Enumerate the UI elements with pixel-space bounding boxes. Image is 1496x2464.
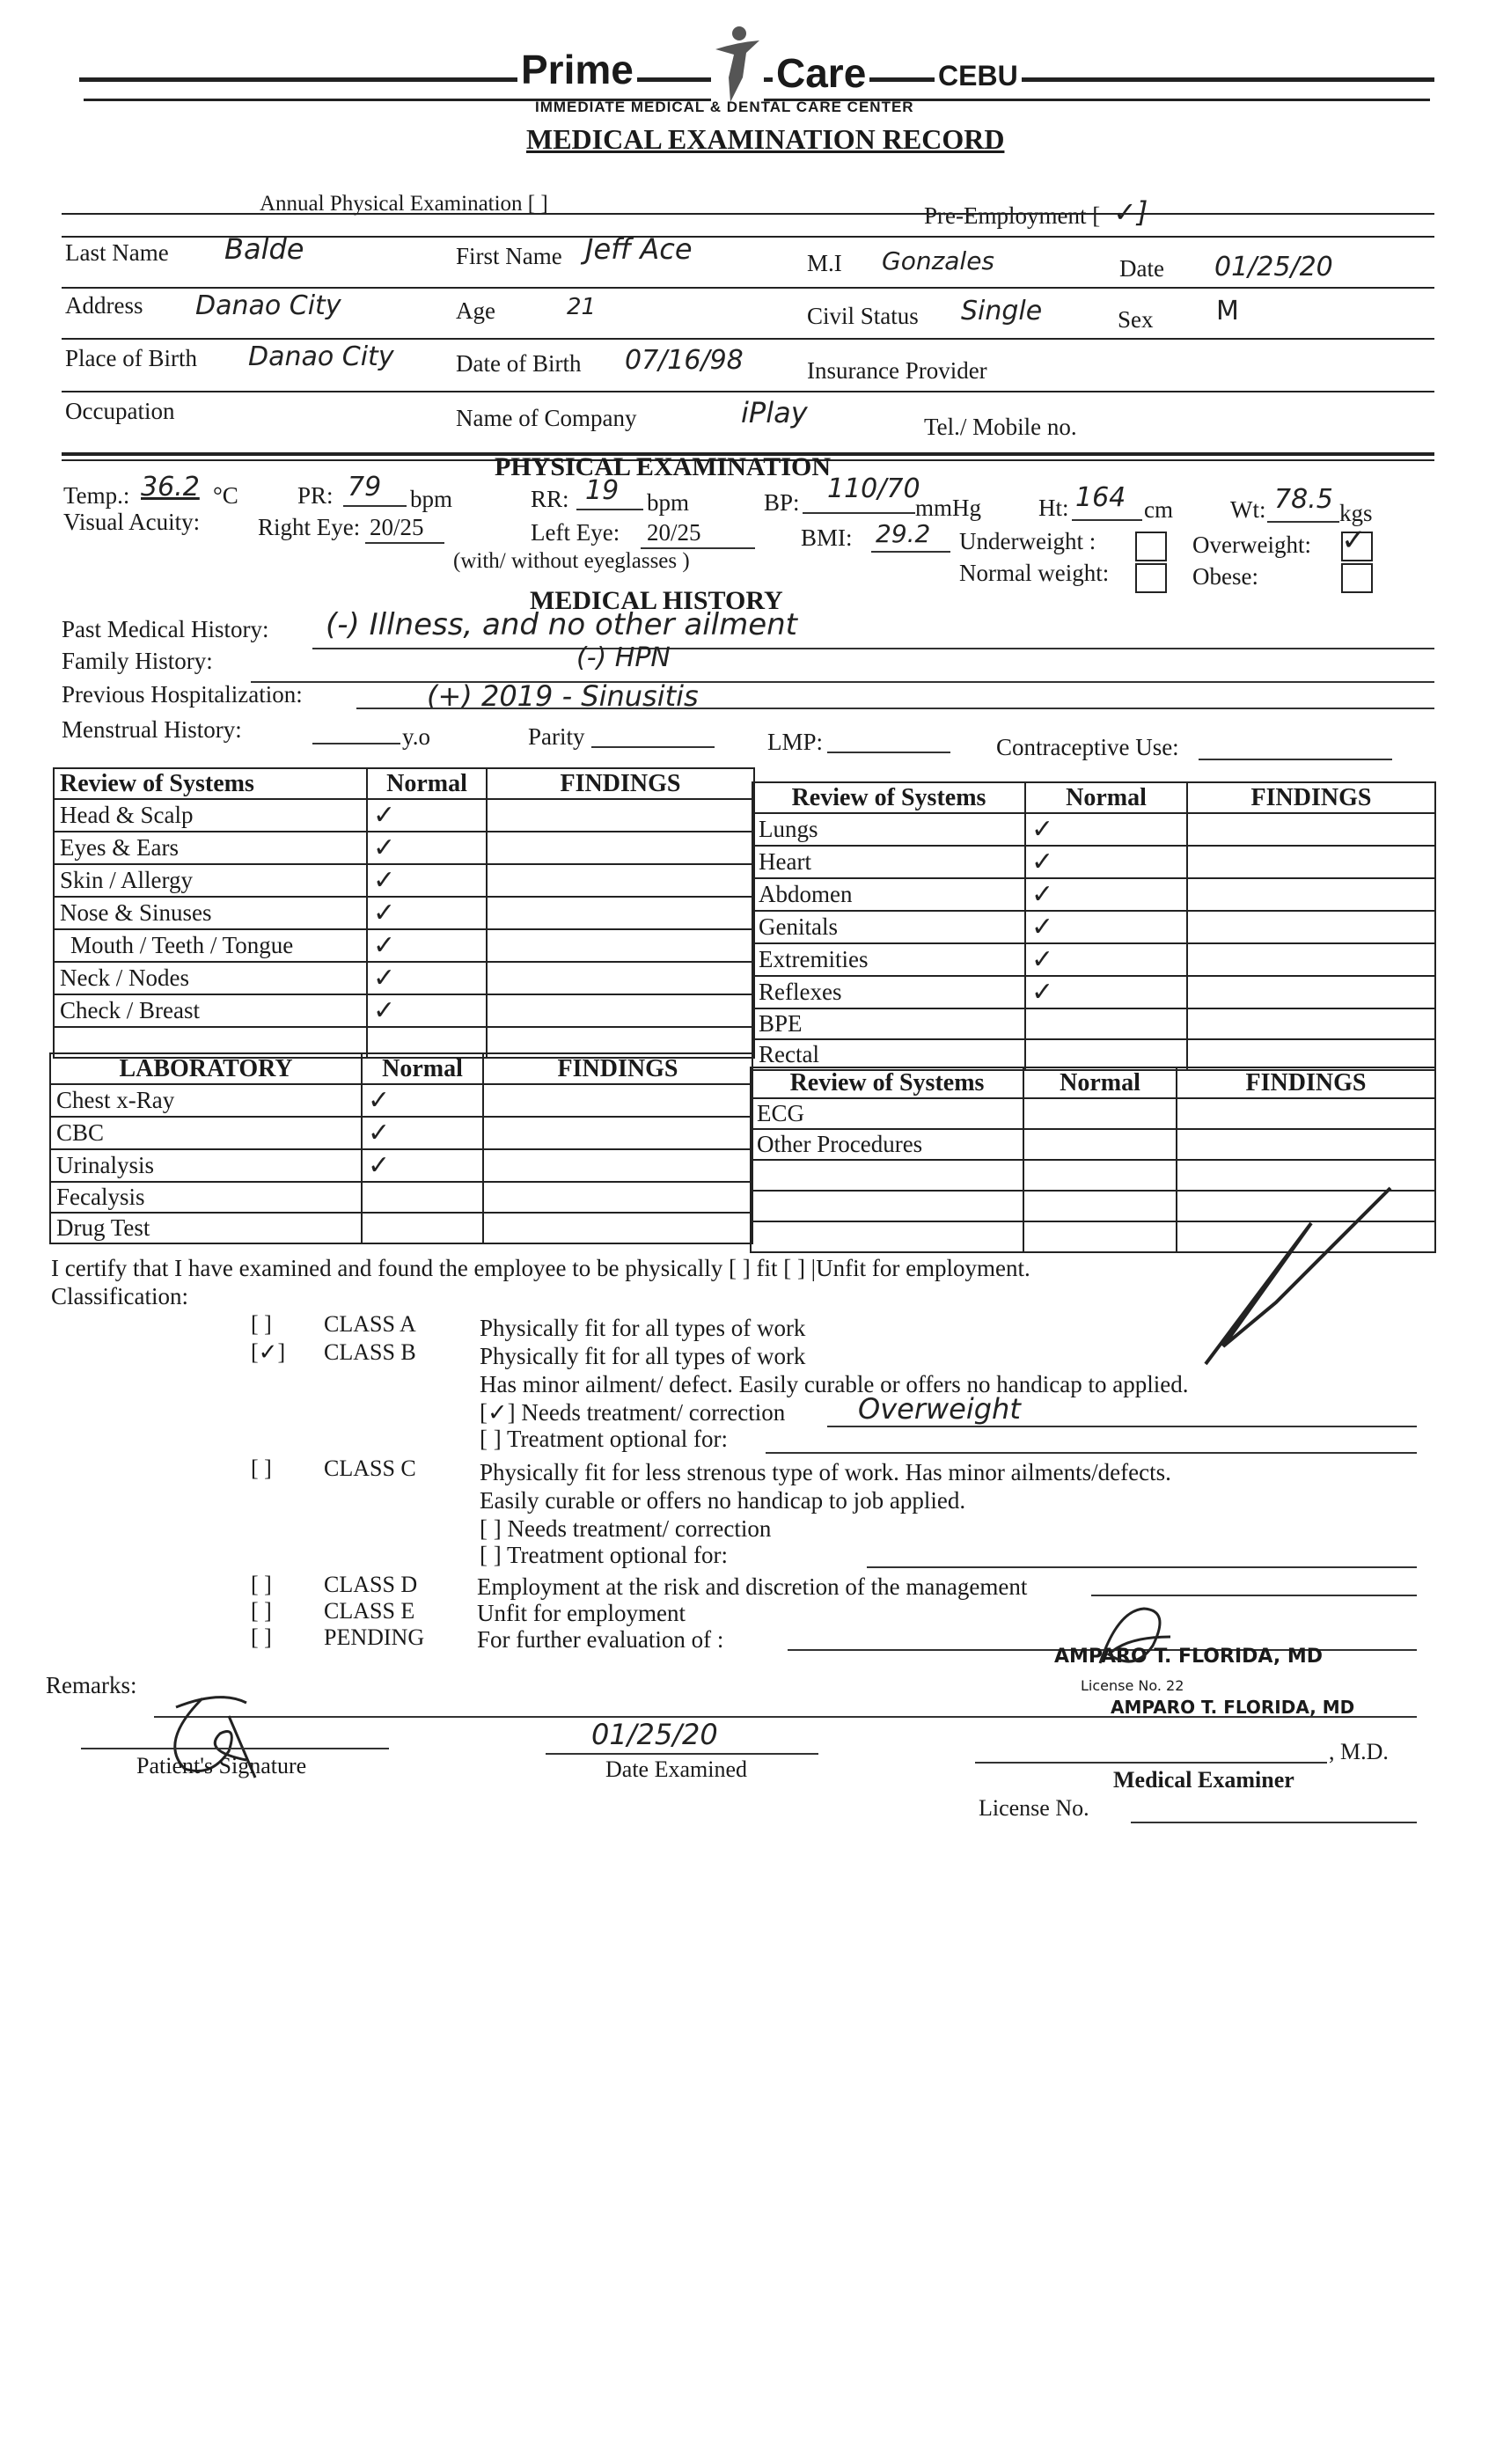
table-row xyxy=(50,1117,752,1149)
last-name-label: Last Name xyxy=(65,239,169,266)
ros-right-findings[interactable] xyxy=(1187,813,1435,846)
pr-line xyxy=(343,505,407,507)
lab-right-label xyxy=(751,1191,1023,1221)
bp-line xyxy=(803,512,915,514)
doctor-stamp-name-1: AMPARO T. FLORIDA, MD xyxy=(1054,1646,1323,1668)
lab-right-findings[interactable] xyxy=(1177,1129,1435,1160)
class-d-line xyxy=(1091,1595,1417,1596)
lab-left-normal[interactable]: ✓ xyxy=(362,1149,483,1182)
civil-status-label: Civil Status xyxy=(807,303,919,329)
first-name-value: Jeff Ace xyxy=(585,232,693,266)
ros-right-findings[interactable] xyxy=(1187,1008,1435,1039)
ros-right-label: Rectal xyxy=(752,1039,1025,1070)
lmp-line xyxy=(827,752,950,753)
sex-value: M xyxy=(1216,296,1239,326)
wt-unit: kgs xyxy=(1339,500,1373,526)
overweight-check-mark: ✓ xyxy=(1341,523,1367,558)
pending-desc: For further evaluation of : xyxy=(477,1626,724,1653)
ros-left-header-findings: FINDINGS xyxy=(487,768,754,799)
ros-right-label: Genitals xyxy=(752,911,1025,943)
class-b-needs-treatment-value: Overweight xyxy=(858,1392,1021,1426)
patient-signature-line xyxy=(81,1748,389,1749)
lab-left-normal[interactable] xyxy=(362,1213,483,1243)
ros-left-findings[interactable] xyxy=(487,864,754,897)
table-row xyxy=(751,1129,1435,1160)
ros-right-normal[interactable] xyxy=(1025,1008,1187,1039)
header xyxy=(0,0,1496,167)
lab-right-findings[interactable] xyxy=(1177,1098,1435,1129)
preemployment-label: Pre-Employment [ xyxy=(924,202,1101,229)
past-medical-history-value: (-) Illness, and no other ailment xyxy=(326,607,797,642)
exam-type-rule xyxy=(62,213,1434,215)
ros-right-label: Lungs xyxy=(752,813,1025,846)
lab-left-normal[interactable]: ✓ xyxy=(362,1084,483,1117)
normal-weight-label: Normal weight: xyxy=(959,560,1110,586)
age-label: Age xyxy=(456,297,495,324)
class-d-box[interactable]: [ ] xyxy=(251,1572,272,1597)
ros-left-normal[interactable]: ✓ xyxy=(367,799,487,832)
contraceptive-line xyxy=(1199,759,1392,760)
ros-left-findings[interactable] xyxy=(487,799,754,832)
lab-left-normal[interactable]: ✓ xyxy=(362,1117,483,1149)
underweight-label: Underweight : xyxy=(959,528,1096,554)
doctor-signature xyxy=(1082,1602,1188,1681)
ros-left-findings[interactable] xyxy=(487,832,754,864)
page-title: MEDICAL EXAMINATION RECORD xyxy=(526,123,1005,155)
ros-left-normal[interactable]: ✓ xyxy=(367,897,487,929)
lab-left-label: CBC xyxy=(50,1117,362,1149)
class-d-desc: Employment at the risk and discretion of the management xyxy=(477,1573,1028,1600)
menstrual-line xyxy=(312,743,400,744)
brand-right: Care xyxy=(773,49,869,97)
bp-unit: mmHg xyxy=(915,495,982,521)
table-row xyxy=(54,799,754,832)
lmp-label: LMP: xyxy=(767,729,824,755)
date-examined-label: Date Examined xyxy=(605,1756,747,1782)
license-line xyxy=(1131,1822,1417,1823)
family-history-value: (-) HPN xyxy=(576,642,671,673)
pob-label: Place of Birth xyxy=(65,345,197,371)
table-row xyxy=(54,832,754,864)
lab-left-label: Urinalysis xyxy=(50,1149,362,1182)
class-c-box[interactable]: [ ] xyxy=(251,1456,272,1481)
class-c-desc-2: Easily curable or offers no handicap to job applied. xyxy=(480,1487,966,1514)
pr-value: 79 xyxy=(348,472,382,502)
ros-right-label: Extremities xyxy=(752,943,1025,976)
class-c-treatment-optional[interactable]: [ ] Treatment optional for: xyxy=(480,1542,728,1568)
ros-left-label: Neck / Nodes xyxy=(54,962,367,994)
table-row xyxy=(50,1084,752,1117)
parity-label: Parity xyxy=(528,723,585,750)
ros-right-normal[interactable]: ✓ xyxy=(1025,813,1187,846)
medical-history-heading: MEDICAL HISTORY xyxy=(530,586,783,615)
medical-examiner-label: Medical Examiner xyxy=(1113,1767,1294,1793)
company-value: iPlay xyxy=(741,396,808,429)
overweight-label: Overweight: xyxy=(1192,532,1311,558)
license-label: License No. xyxy=(979,1795,1089,1821)
rr-label: RR: xyxy=(531,486,569,512)
lab-right-normal[interactable] xyxy=(1023,1160,1177,1191)
table-row xyxy=(752,911,1435,943)
lab-left-findings[interactable] xyxy=(483,1149,752,1182)
previous-hospitalization-line xyxy=(356,708,1434,709)
class-c-label: CLASS C xyxy=(324,1456,416,1481)
lab-right-header-system: Review of Systems xyxy=(751,1067,1023,1098)
patient-signature-label: Patient's Signature xyxy=(136,1753,307,1778)
ht-label: Ht: xyxy=(1038,495,1069,521)
visual-acuity-label: Visual Acuity: xyxy=(63,509,201,535)
class-a-label: CLASS A xyxy=(324,1311,416,1337)
temp-label: Temp.: xyxy=(63,482,130,509)
table-row xyxy=(752,813,1435,846)
right-eye-value: 20/25 xyxy=(370,514,424,540)
lab-right-label xyxy=(751,1160,1023,1191)
ht-value: 164 xyxy=(1075,482,1126,513)
class-c-needs-treatment[interactable]: [ ] Needs treatment/ correction xyxy=(480,1515,772,1542)
class-e-label: CLASS E xyxy=(324,1598,415,1624)
left-eye-value: 20/25 xyxy=(647,519,701,546)
lab-left-findings[interactable] xyxy=(483,1117,752,1149)
brand-city: CEBU xyxy=(935,60,1022,92)
table-row xyxy=(752,846,1435,878)
class-b-needs-line xyxy=(827,1426,1417,1427)
table-row xyxy=(54,962,754,994)
age-value: 21 xyxy=(567,294,597,320)
ros-right-table xyxy=(752,781,1436,1071)
ht-line xyxy=(1072,519,1142,521)
lab-left-header-normal: Normal xyxy=(362,1053,483,1084)
row2-rule xyxy=(62,338,1434,340)
company-label: Name of Company xyxy=(456,405,637,431)
dob-label: Date of Birth xyxy=(456,350,582,377)
bp-label: BP: xyxy=(764,489,800,516)
ros-left-findings[interactable] xyxy=(487,897,754,929)
annual-exam-label: Annual Physical Examination [ ] xyxy=(260,192,548,216)
class-a-desc: Physically fit for all types of work xyxy=(480,1315,806,1341)
underweight-checkbox[interactable] xyxy=(1135,532,1167,561)
table-row xyxy=(752,1039,1435,1070)
rr-unit: bpm xyxy=(647,489,690,516)
lab-left-findings[interactable] xyxy=(483,1182,752,1213)
table-row xyxy=(54,864,754,897)
table-header-row xyxy=(50,1053,752,1084)
date-examined-value: 01/25/20 xyxy=(591,1718,718,1751)
certification-statement: I certify that I have examined and found the employee to be physically [ ] fit [ ] |Unfit for employment. xyxy=(51,1255,1030,1281)
pending-label: PENDING xyxy=(324,1624,425,1650)
rr-value: 19 xyxy=(585,475,620,506)
table-row xyxy=(752,878,1435,911)
wt-label: Wt: xyxy=(1230,496,1266,523)
table-row xyxy=(752,1008,1435,1039)
ht-unit: cm xyxy=(1144,496,1173,523)
lab-right-header-findings: FINDINGS xyxy=(1177,1067,1435,1098)
class-e-desc: Unfit for employment xyxy=(477,1600,686,1626)
table-row xyxy=(54,994,754,1027)
ros-left-findings[interactable] xyxy=(487,929,754,962)
ros-left-label: Nose & Sinuses xyxy=(54,897,367,929)
doctor-stamp-license: License No. 22 xyxy=(1081,1677,1184,1694)
insurance-label: Insurance Provider xyxy=(807,357,987,384)
family-history-label: Family History: xyxy=(62,648,213,674)
sex-label: Sex xyxy=(1118,306,1154,333)
lab-left-label: Drug Test xyxy=(50,1213,362,1243)
pending-box[interactable]: [ ] xyxy=(251,1624,272,1650)
table-row xyxy=(752,976,1435,1008)
patient-info xyxy=(0,229,1496,440)
last-name-value: Balde xyxy=(224,232,304,266)
ros-left-table xyxy=(53,767,755,1059)
class-a-box[interactable]: [ ] xyxy=(251,1311,272,1337)
ros-right-findings[interactable] xyxy=(1187,878,1435,911)
parity-line xyxy=(591,746,715,748)
class-c-optional-line xyxy=(867,1566,1417,1568)
examiner-line xyxy=(975,1762,1327,1764)
ros-right-header-findings: FINDINGS xyxy=(1187,782,1435,813)
class-d-label: CLASS D xyxy=(324,1572,418,1597)
mi-label: M.I xyxy=(807,250,842,276)
lab-right-normal[interactable] xyxy=(1023,1098,1177,1129)
past-medical-history-label: Past Medical History: xyxy=(62,616,269,642)
lab-left-normal[interactable] xyxy=(362,1182,483,1213)
ros-right-label: Abdomen xyxy=(752,878,1025,911)
table-row xyxy=(54,929,754,962)
wt-value: 78.5 xyxy=(1274,484,1333,515)
ros-right-normal[interactable]: ✓ xyxy=(1025,846,1187,878)
classification-list xyxy=(0,1311,1496,1672)
lab-left-label: Chest x-Ray xyxy=(50,1084,362,1117)
date-label: Date xyxy=(1119,255,1164,282)
ros-right-findings[interactable] xyxy=(1187,943,1435,976)
table-row xyxy=(50,1213,752,1243)
table-row xyxy=(752,943,1435,976)
table-row xyxy=(751,1098,1435,1129)
ros-right-label: Heart xyxy=(752,846,1025,878)
left-eye-label: Left Eye: xyxy=(531,519,620,546)
ros-left-findings[interactable] xyxy=(487,994,754,1027)
class-b-box[interactable]: [✓] xyxy=(251,1339,286,1365)
menstrual-history-label: Menstrual History: xyxy=(62,716,242,743)
lab-right-normal[interactable] xyxy=(1023,1221,1177,1252)
lab-left-table xyxy=(49,1052,753,1244)
pr-unit: bpm xyxy=(410,486,453,512)
ros-right-findings[interactable] xyxy=(1187,846,1435,878)
brand-subtitle: IMMEDIATE MEDICAL & DENTAL CARE CENTER xyxy=(535,99,914,115)
physical-exam-heading: PHYSICAL EXAMINATION xyxy=(495,452,831,481)
ros-left-label: Head & Scalp xyxy=(54,799,367,832)
ros-right-normal[interactable] xyxy=(1025,1039,1187,1070)
previous-hospitalization-label: Previous Hospitalization: xyxy=(62,681,303,708)
lab-right-normal[interactable] xyxy=(1023,1129,1177,1160)
remarks-label: Remarks: xyxy=(46,1672,137,1698)
lab-left-label: Fecalysis xyxy=(50,1182,362,1213)
table-row xyxy=(50,1182,752,1213)
address-value: Danao City xyxy=(195,290,341,321)
brand-logo-figure-icon xyxy=(711,25,764,104)
normal-weight-checkbox[interactable] xyxy=(1135,563,1167,593)
right-eye-line xyxy=(365,542,444,544)
eyeglasses-note: (with/ without eyeglasses ) xyxy=(453,549,690,573)
ros-left-label: Eyes & Ears xyxy=(54,832,367,864)
wt-line xyxy=(1267,521,1339,523)
date-examined-line xyxy=(546,1753,818,1755)
lab-right-header-normal: Normal xyxy=(1023,1067,1177,1098)
preemployment-check: ✓] xyxy=(1113,195,1148,229)
right-eye-label: Right Eye: xyxy=(258,514,361,540)
ros-right-normal[interactable]: ✓ xyxy=(1025,911,1187,943)
address-label: Address xyxy=(65,292,143,319)
ros-right-header-system: Review of Systems xyxy=(752,782,1025,813)
doctor-stamp-name-2: AMPARO T. FLORIDA, MD xyxy=(1111,1697,1355,1718)
bp-value: 110/70 xyxy=(827,473,920,504)
past-medical-history-line xyxy=(312,648,1434,649)
previous-hospitalization-value: (+) 2019 - Sinusitis xyxy=(427,679,699,713)
bmi-line xyxy=(871,551,950,553)
table-row xyxy=(50,1149,752,1182)
class-b-optional-line xyxy=(766,1452,1417,1454)
obese-checkbox[interactable] xyxy=(1341,563,1373,593)
contraceptive-label: Contraceptive Use: xyxy=(996,734,1179,760)
lab-right-normal[interactable] xyxy=(1023,1191,1177,1221)
ros-right-header-normal: Normal xyxy=(1025,782,1187,813)
ros-left-normal[interactable]: ✓ xyxy=(367,962,487,994)
ros-left-normal[interactable]: ✓ xyxy=(367,994,487,1027)
ros-right-findings[interactable] xyxy=(1187,976,1435,1008)
ros-right-normal[interactable]: ✓ xyxy=(1025,878,1187,911)
temp-value: 36.2 xyxy=(141,472,200,502)
ros-left-label: Skin / Allergy xyxy=(54,864,367,897)
ros-right-findings[interactable] xyxy=(1187,911,1435,943)
table-header-row xyxy=(54,768,754,799)
ros-right-label: Reflexes xyxy=(752,976,1025,1008)
pob-value: Danao City xyxy=(248,341,394,372)
classification-label: Classification: xyxy=(51,1283,188,1309)
ros-left-normal[interactable]: ✓ xyxy=(367,864,487,897)
bmi-value: 29.2 xyxy=(876,519,931,548)
lab-left-header-findings: FINDINGS xyxy=(483,1053,752,1084)
ros-left-label: Check / Breast xyxy=(54,994,367,1027)
class-b-needs-treatment[interactable]: [✓] Needs treatment/ correction xyxy=(480,1399,786,1426)
ros-right-normal[interactable]: ✓ xyxy=(1025,976,1187,1008)
row1-rule xyxy=(62,287,1434,289)
row3-rule xyxy=(62,391,1434,392)
menstrual-unit: y.o xyxy=(402,723,430,750)
md-suffix: , M.D. xyxy=(1329,1739,1389,1764)
class-b-label: CLASS B xyxy=(324,1339,416,1365)
ros-right-normal[interactable]: ✓ xyxy=(1025,943,1187,976)
pr-label: PR: xyxy=(297,482,334,509)
first-name-label: First Name xyxy=(456,243,562,269)
class-e-box[interactable]: [ ] xyxy=(251,1598,272,1624)
mi-value: Gonzales xyxy=(882,246,995,275)
ros-left-normal[interactable]: ✓ xyxy=(367,832,487,864)
lab-left-findings[interactable] xyxy=(483,1084,752,1117)
table-row xyxy=(54,897,754,929)
brand-left: Prime xyxy=(517,46,637,93)
ros-left-header-system: Review of Systems xyxy=(54,768,367,799)
ros-left-normal[interactable]: ✓ xyxy=(367,929,487,962)
ros-left-label: Mouth / Teeth / Tongue xyxy=(54,929,367,962)
dob-value: 07/16/98 xyxy=(625,345,744,376)
ros-left-header-normal: Normal xyxy=(367,768,487,799)
class-c-desc-1: Physically fit for less strenous type of work. Has minor ailments/defects. xyxy=(480,1459,1171,1485)
civil-status-value: Single xyxy=(961,296,1043,326)
ros-right-label: BPE xyxy=(752,1008,1025,1039)
rr-line xyxy=(576,509,643,510)
ros-left-findings[interactable] xyxy=(487,962,754,994)
date-value: 01/25/20 xyxy=(1214,252,1333,282)
lab-right-label: ECG xyxy=(751,1098,1023,1129)
lab-right-label: Other Procedures xyxy=(751,1129,1023,1160)
temp-unit: °C xyxy=(213,482,238,509)
class-b-desc-1: Physically fit for all types of work xyxy=(480,1343,806,1369)
table-header-row xyxy=(751,1067,1435,1098)
occupation-label: Occupation xyxy=(65,398,175,424)
class-b-treatment-optional[interactable]: [ ] Treatment optional for: xyxy=(480,1426,728,1452)
ros-right-findings[interactable] xyxy=(1187,1039,1435,1070)
class-b-desc-2: Has minor ailment/ defect. Easily curable or offers no handicap to applied. xyxy=(480,1371,1189,1397)
table-header-row xyxy=(752,782,1435,813)
lab-left-header-laboratory: LABORATORY xyxy=(50,1053,362,1084)
lab-right-label xyxy=(751,1221,1023,1252)
obese-label: Obese: xyxy=(1192,563,1258,590)
lab-left-findings[interactable] xyxy=(483,1213,752,1243)
tel-label: Tel./ Mobile no. xyxy=(924,414,1077,440)
bmi-label: BMI: xyxy=(801,524,853,551)
